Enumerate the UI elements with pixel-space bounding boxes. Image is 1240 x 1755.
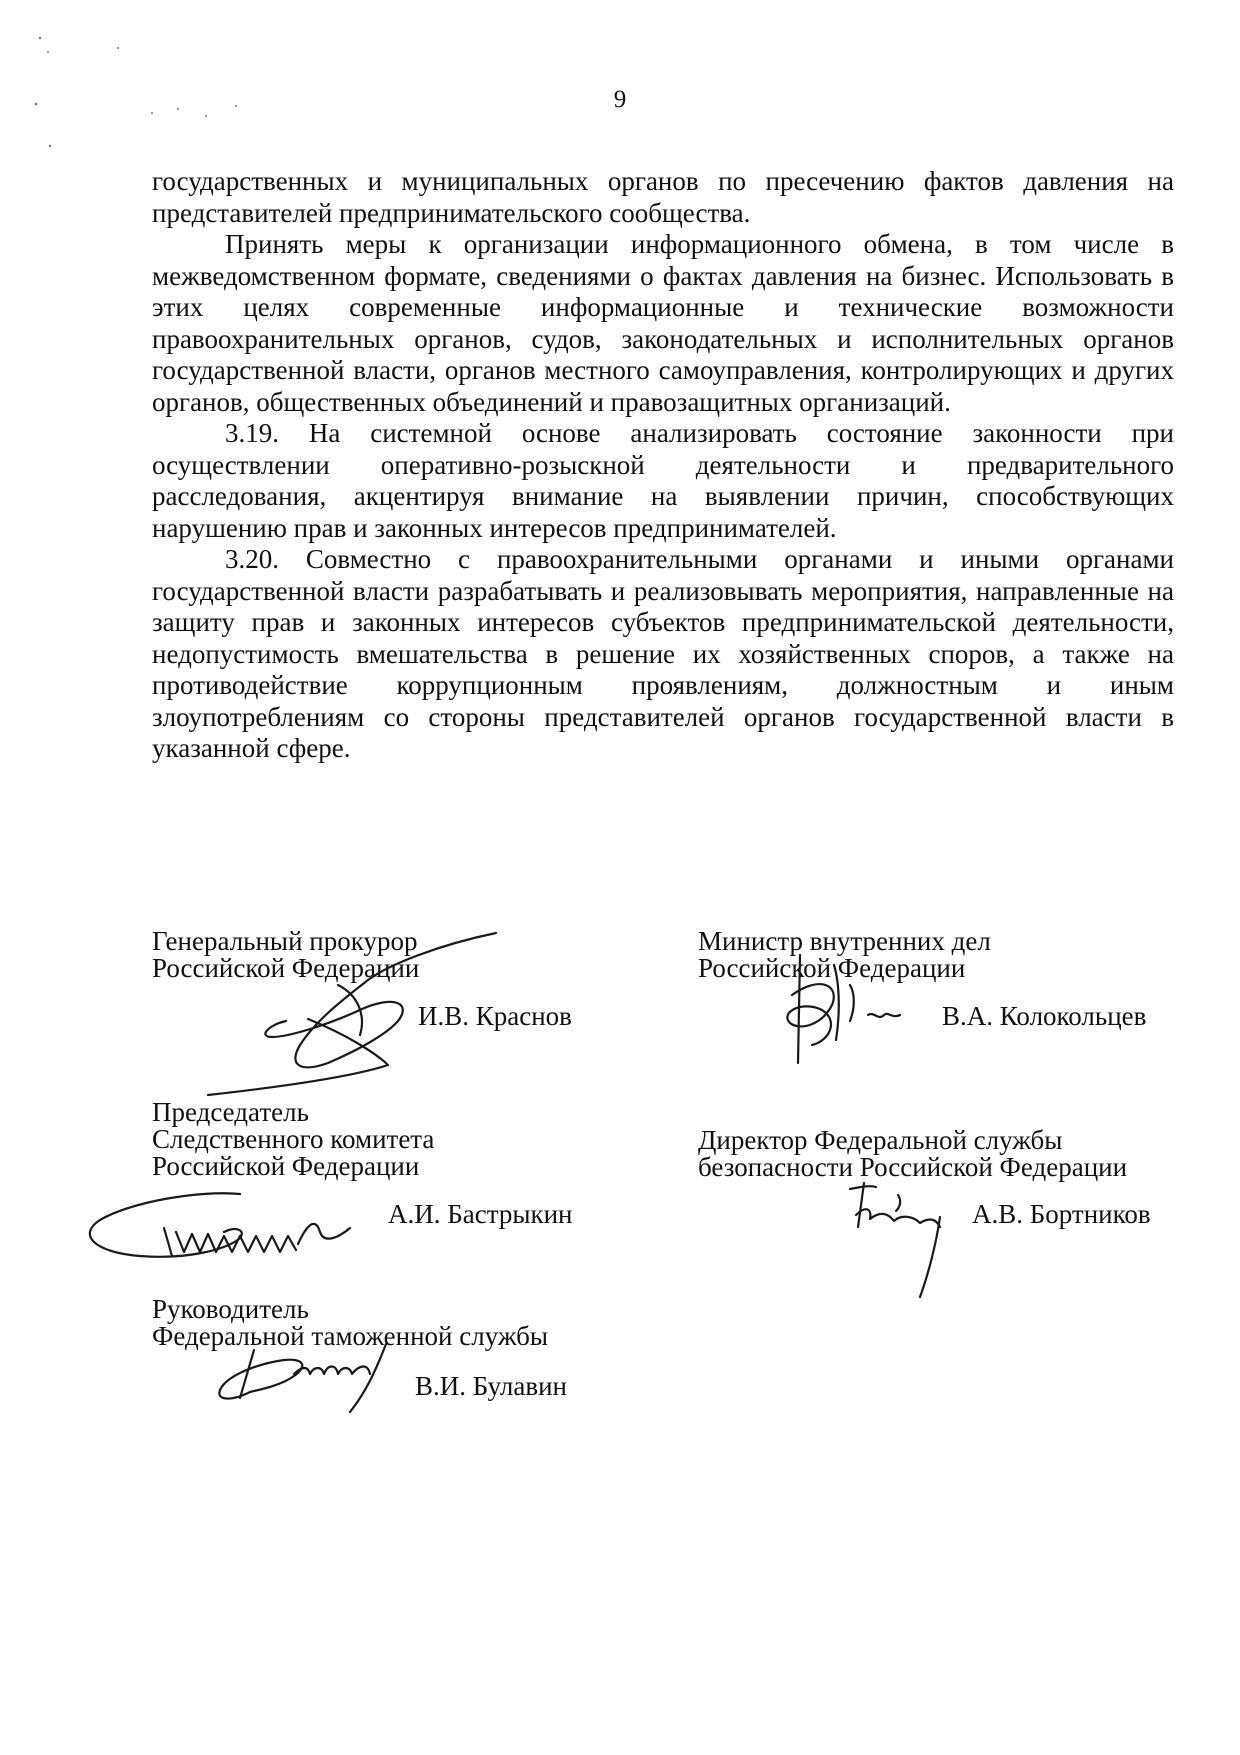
paragraph: государственных и муниципальных органов по пресечению фактов давления на представителей предпринимательского сообщества.	[152, 166, 1174, 228]
title-line: Генеральный прокурор	[152, 926, 418, 956]
page-number: 9	[613, 86, 627, 113]
interior-signature	[770, 945, 920, 1070]
title-line: Российской Федерации	[152, 1151, 420, 1181]
title-line: Министр внутренних дел	[698, 926, 991, 956]
scan-artifacts	[0, 0, 240, 160]
paragraph-3-20: 3.20. Совместно с правоохранительными органами и иными органами государственной власти разрабатывать и реализовывать мероприятия, направленные на защиту прав и законных интересов субъектов предпринимательской деятельности, недопустимость вмешательства в решение их хозяйственных споров, а также на противодействие коррупционным проявлениям, должностным и иным злоупотреблениям со стороны представителей органов государственной власти в указанной сфере.	[152, 544, 1174, 763]
investigative-name: А.И. Бастрыкин	[388, 1199, 573, 1229]
fsb-name: А.В. Бортников	[972, 1199, 1151, 1229]
title-line: Российской Федерации	[698, 953, 966, 983]
title-line: Российской Федерации	[152, 953, 420, 983]
prosecutor-name: И.В. Краснов	[418, 1001, 572, 1031]
investigative-signature	[80, 1182, 370, 1272]
title-line: Руководитель	[152, 1294, 309, 1324]
fsb-signature	[840, 1175, 990, 1305]
title-line: Председатель	[152, 1097, 309, 1127]
title-line: Следственного комитета	[152, 1124, 435, 1154]
interior-name: В.А. Колокольцев	[942, 1001, 1147, 1031]
paragraph-3-19: 3.19. На системной основе анализировать состояние законности при осуществлении оперативно-розыскной деятельности и предварительного расследования, акцентируя внимание на выявлении причин, способствующих нарушению прав и законных интересов предпринимателей.	[152, 418, 1174, 543]
title-line: безопасности Российской Федерации	[698, 1152, 1128, 1182]
title-line: Директор Федеральной службы	[698, 1125, 1063, 1155]
customs-signature	[210, 1340, 420, 1420]
fsb-title	[698, 1127, 1127, 1181]
customs-name: В.И. Булавин	[415, 1371, 568, 1401]
title-line: Федеральной таможенной службы	[152, 1321, 549, 1351]
investigative-title	[152, 1099, 434, 1180]
paragraph: Принять меры к организации информационного обмена, в том числе в межведомственном формате, сведениями о фактах давления на бизнес. Использовать в этих целях современные информационные и технические возможности правоохранительных органов, судов, законодательных и исполнительных органов государственной власти, органов местного самоуправления, контролирующих и других органов, общественных объединений и правозащитных организаций.	[152, 229, 1174, 417]
document-body	[152, 166, 1174, 765]
